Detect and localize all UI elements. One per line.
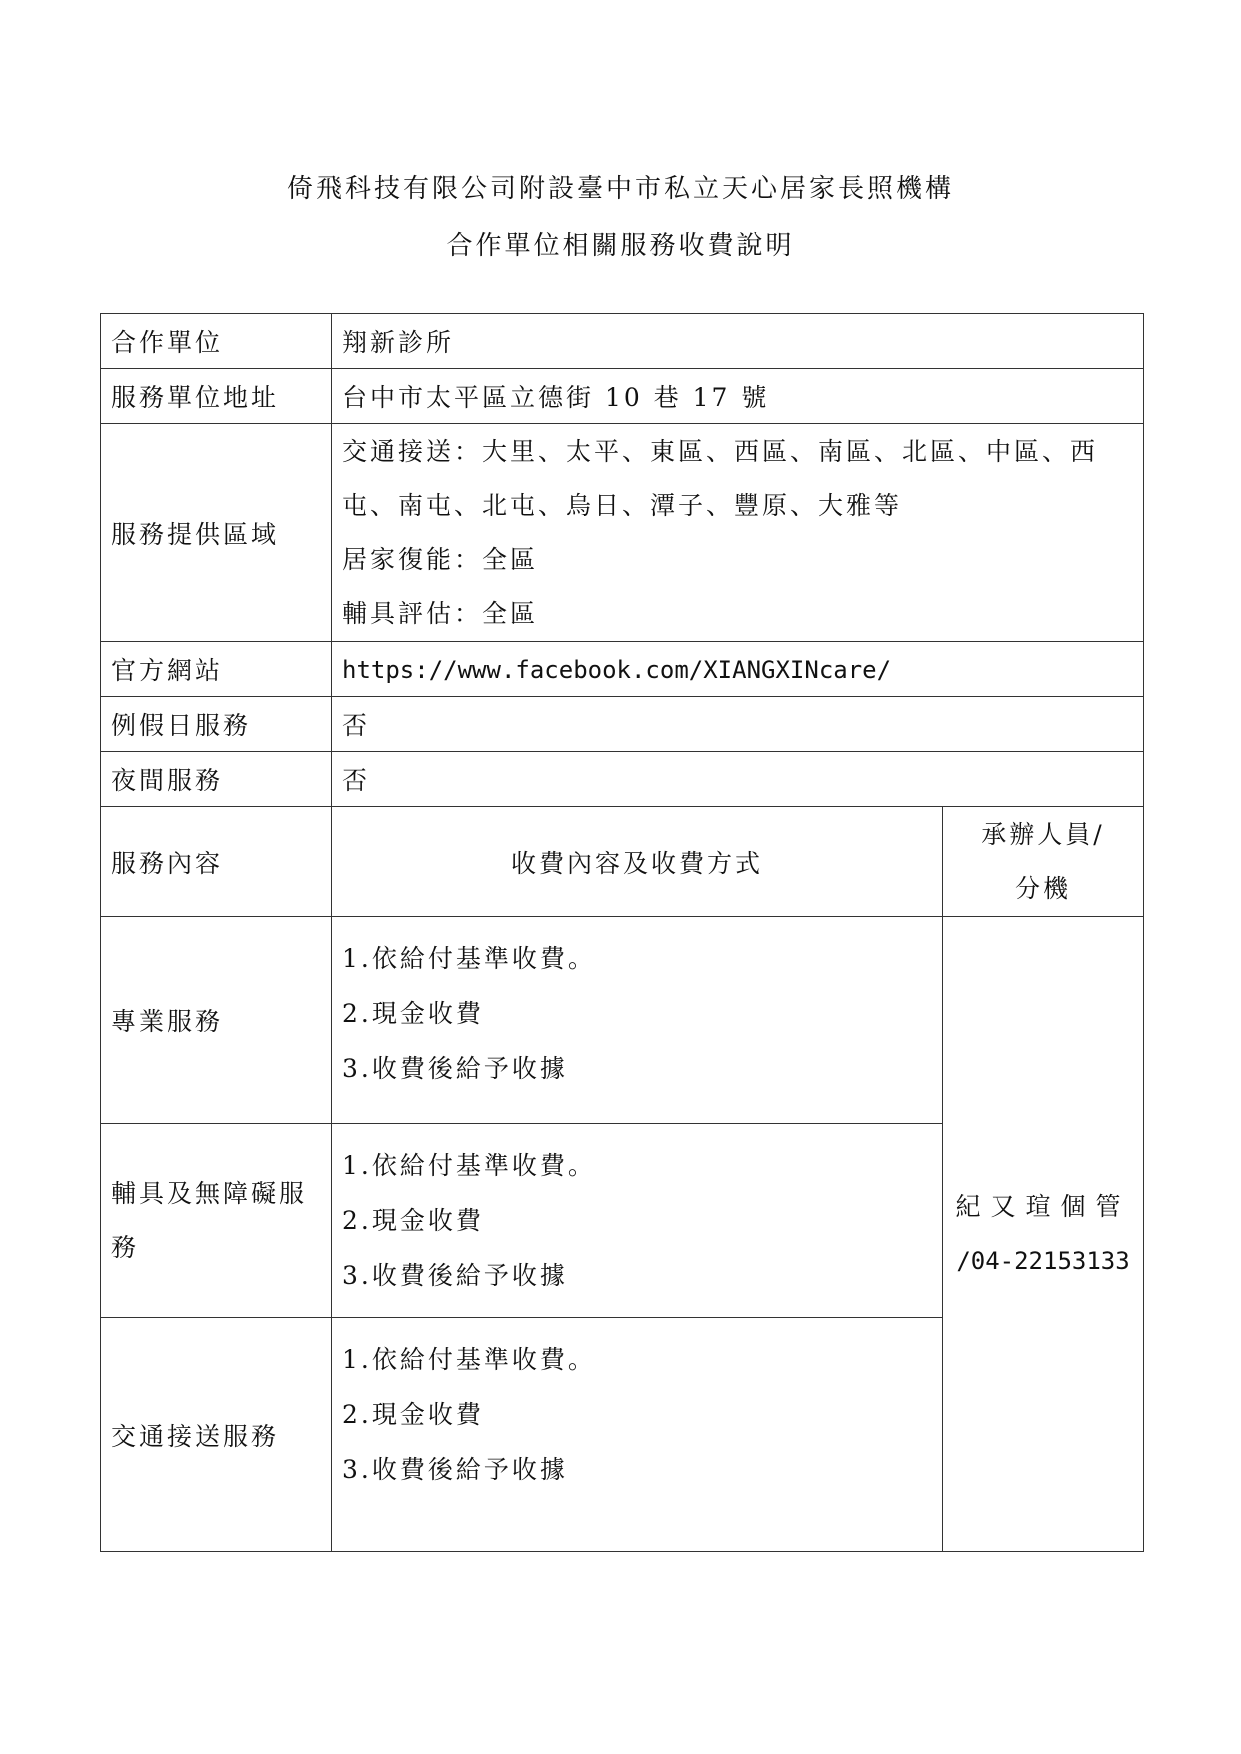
fee-item: 2.現金收費 xyxy=(342,1400,484,1429)
area-line: 居家復能：全區 xyxy=(342,544,539,574)
partner-label: 合作單位 xyxy=(101,314,332,369)
fee-details xyxy=(332,1318,943,1552)
fee-item: 2.現金收費 xyxy=(342,999,484,1028)
fee-item: 3.收費後給予收據 xyxy=(342,1455,568,1484)
website-link[interactable] xyxy=(332,642,1144,697)
table-row xyxy=(101,369,1144,424)
night-label: 夜間服務 xyxy=(101,752,332,807)
fee-item: 3.收費後給予收據 xyxy=(342,1261,568,1290)
table-header-row xyxy=(101,807,1144,917)
table-row xyxy=(101,752,1144,807)
fee-header: 收費內容及收費方式 xyxy=(332,807,943,917)
service-name: 交通接送服務 xyxy=(101,1318,332,1552)
address-value: 台中市太平區立德街 10 巷 17 號 xyxy=(332,369,1144,424)
table-row xyxy=(101,642,1144,697)
fee-item: 3.收費後給予收據 xyxy=(342,1054,568,1083)
address-label: 服務單位地址 xyxy=(101,369,332,424)
area-label: 服務提供區域 xyxy=(101,424,332,642)
fee-item: 1.依給付基準收費。 xyxy=(342,1345,596,1374)
contact-header-line: 分機 xyxy=(1015,873,1072,903)
fee-item: 2.現金收費 xyxy=(342,1206,484,1235)
area-value xyxy=(332,424,1144,642)
table-row xyxy=(101,424,1144,642)
holiday-value: 否 xyxy=(332,697,1144,752)
contact-header xyxy=(943,807,1144,917)
service-header: 服務內容 xyxy=(101,807,332,917)
fee-item: 1.依給付基準收費。 xyxy=(342,1151,596,1180)
contact-name: 紀又瑄個管 xyxy=(955,1192,1131,1221)
table-row xyxy=(101,917,1144,1124)
area-line: 交通接送：大里、太平、東區、西區、南區、北區、中區、西 xyxy=(342,436,1099,466)
contact-phone: /04-22153133 xyxy=(956,1247,1130,1275)
table-row xyxy=(101,697,1144,752)
area-line: 屯、南屯、北屯、烏日、潭子、豐原、大雅等 xyxy=(342,490,903,520)
document-title: 倚飛科技有限公司附設臺中市私立天心居家長照機構 xyxy=(286,174,954,204)
website-url[interactable]: https://www.facebook.com/XIANGXINcare/ xyxy=(342,655,892,684)
holiday-label: 例假日服務 xyxy=(101,697,332,752)
service-fee-table xyxy=(100,313,1144,1552)
contact-cell xyxy=(943,917,1144,1552)
service-name: 專業服務 xyxy=(101,917,332,1124)
fee-details xyxy=(332,1124,943,1318)
service-name: 輔具及無障礙服務 xyxy=(101,1124,332,1318)
area-line: 輔具評估：全區 xyxy=(342,598,539,628)
contact-header-line: 承辦人員/ xyxy=(981,819,1105,849)
website-label: 官方網站 xyxy=(101,642,332,697)
night-value: 否 xyxy=(332,752,1144,807)
document-subtitle: 合作單位相關服務收費說明 xyxy=(446,231,795,261)
partner-value: 翔新診所 xyxy=(332,314,1144,369)
table-row xyxy=(101,314,1144,369)
fee-item: 1.依給付基準收費。 xyxy=(342,944,596,973)
fee-details xyxy=(332,917,943,1124)
